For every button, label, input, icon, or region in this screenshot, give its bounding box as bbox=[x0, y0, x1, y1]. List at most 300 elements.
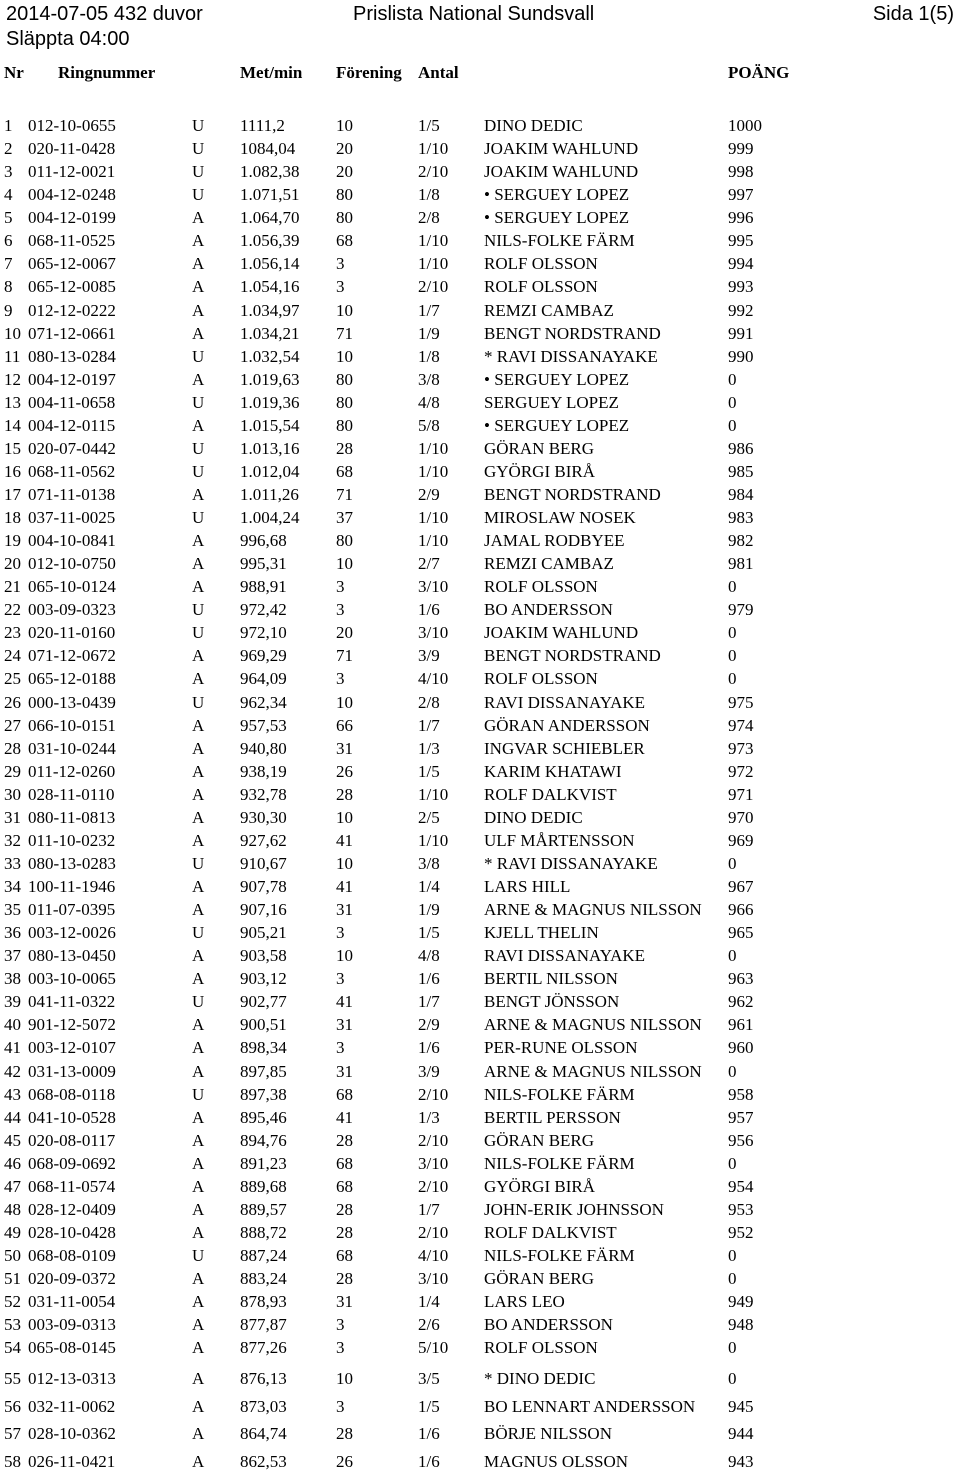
table-row bbox=[0, 644, 960, 667]
antal-value: 2/10 bbox=[418, 1176, 449, 1196]
row-number: 1 bbox=[4, 116, 13, 135]
antal-value: 2/8 bbox=[418, 208, 440, 228]
sex-code: U bbox=[192, 600, 205, 620]
row-number: 30 bbox=[4, 784, 21, 804]
club-number: 80 bbox=[336, 208, 353, 228]
ring-number: 004-11-0658 bbox=[28, 392, 116, 412]
speed-value: 940,80 bbox=[240, 738, 287, 758]
club-number: 28 bbox=[336, 438, 353, 458]
points-value: 0 bbox=[728, 623, 737, 643]
table-row bbox=[0, 391, 960, 414]
speed-value: 1.054,16 bbox=[240, 277, 300, 297]
speed-value: 1.032,54 bbox=[240, 346, 300, 366]
owner-name: MIROSLAW NOSEK bbox=[484, 508, 636, 527]
ring-number: 031-13-0009 bbox=[28, 1061, 116, 1081]
speed-value: 891,23 bbox=[240, 1153, 287, 1173]
row-number: 43 bbox=[4, 1084, 21, 1104]
antal-value: 1/5 bbox=[418, 1396, 440, 1416]
antal-value: 2/9 bbox=[418, 1015, 440, 1035]
table-row bbox=[0, 944, 960, 967]
club-number: 28 bbox=[336, 1130, 353, 1150]
page-title: Prislista National Sundsvall bbox=[353, 3, 595, 25]
speed-value: 930,30 bbox=[240, 807, 287, 827]
points-value: 966 bbox=[728, 900, 754, 919]
speed-value: 1.071,51 bbox=[240, 185, 300, 205]
points-value: 990 bbox=[728, 346, 754, 366]
club-number: 28 bbox=[336, 784, 353, 804]
club-number: 3 bbox=[336, 577, 345, 597]
club-number: 10 bbox=[336, 346, 353, 366]
sex-code: U bbox=[192, 185, 205, 205]
table-row bbox=[0, 1036, 960, 1059]
ring-number: 011-12-0260 bbox=[28, 761, 116, 781]
table-row bbox=[0, 1336, 960, 1359]
club-number: 41 bbox=[336, 877, 353, 896]
club-number: 68 bbox=[336, 461, 353, 481]
club-number: 26 bbox=[336, 761, 353, 781]
ring-number: 071-12-0672 bbox=[28, 646, 116, 666]
row-number: 42 bbox=[4, 1061, 21, 1081]
owner-name: SERGUEY LOPEZ bbox=[484, 392, 619, 412]
ring-number: 068-08-0118 bbox=[28, 1084, 116, 1104]
owner-name: PER-RUNE OLSSON bbox=[484, 1038, 638, 1058]
table-row bbox=[0, 1267, 960, 1290]
points-value: 985 bbox=[728, 461, 754, 481]
speed-value: 995,31 bbox=[240, 554, 287, 574]
speed-value: 905,21 bbox=[240, 923, 287, 943]
owner-name: GÖRAN ANDERSSON bbox=[484, 715, 650, 735]
sex-code: A bbox=[192, 1424, 205, 1444]
club-number: 80 bbox=[336, 415, 353, 435]
owner-name: KJELL THELIN bbox=[484, 923, 599, 943]
antal-value: 4/10 bbox=[418, 1245, 449, 1265]
antal-value: 5/8 bbox=[418, 415, 440, 435]
ring-number: 020-07-0442 bbox=[28, 438, 116, 458]
table-row bbox=[0, 1129, 960, 1152]
points-value: 998 bbox=[728, 162, 754, 182]
antal-value: 1/6 bbox=[418, 1038, 440, 1058]
column-header-ring: Ringnummer bbox=[58, 63, 156, 82]
column-header-speed: Met/min bbox=[240, 63, 303, 82]
sex-code: A bbox=[192, 1130, 205, 1150]
points-value: 958 bbox=[728, 1084, 754, 1104]
table-row bbox=[0, 1367, 960, 1390]
row-number: 31 bbox=[4, 807, 21, 827]
owner-name: ROLF DALKVIST bbox=[484, 1222, 617, 1242]
ring-number: 031-11-0054 bbox=[28, 1292, 116, 1312]
table-row bbox=[0, 829, 960, 852]
row-number: 15 bbox=[4, 438, 21, 458]
club-number: 68 bbox=[336, 1153, 353, 1173]
sex-code: A bbox=[192, 715, 205, 735]
antal-value: 1/7 bbox=[418, 992, 440, 1012]
club-number: 26 bbox=[336, 1452, 353, 1472]
ring-number: 004-12-0197 bbox=[28, 369, 116, 389]
owner-name: MAGNUS OLSSON bbox=[484, 1452, 629, 1472]
row-number: 5 bbox=[4, 208, 13, 228]
club-number: 80 bbox=[336, 369, 353, 389]
table-row bbox=[0, 1221, 960, 1244]
sex-code: A bbox=[192, 1396, 205, 1416]
sex-code: A bbox=[192, 231, 205, 251]
sex-code: A bbox=[192, 1176, 205, 1196]
antal-value: 1/8 bbox=[418, 185, 440, 205]
row-number: 2 bbox=[4, 139, 13, 159]
row-number: 52 bbox=[4, 1292, 21, 1312]
row-number: 38 bbox=[4, 969, 21, 989]
owner-name: GÖRAN BERG bbox=[484, 1130, 595, 1150]
owner-name: BENGT JÖNSSON bbox=[484, 992, 620, 1012]
antal-value: 3/10 bbox=[418, 1269, 449, 1288]
ring-number: 080-13-0284 bbox=[28, 346, 116, 366]
club-number: 3 bbox=[336, 1396, 345, 1416]
owner-name: ARNE & MAGNUS NILSSON bbox=[484, 900, 702, 919]
club-number: 68 bbox=[336, 1245, 353, 1265]
antal-value: 2/9 bbox=[418, 485, 440, 504]
ring-number: 012-12-0222 bbox=[28, 300, 116, 320]
club-number: 3 bbox=[336, 969, 345, 989]
owner-name: ARNE & MAGNUS NILSSON bbox=[484, 1015, 702, 1035]
speed-value: 1084,04 bbox=[240, 139, 296, 159]
speed-value: 1.019,63 bbox=[240, 369, 300, 389]
sex-code: A bbox=[192, 485, 205, 504]
owner-name: • SERGUEY LOPEZ bbox=[484, 208, 630, 228]
club-number: 71 bbox=[336, 485, 353, 504]
speed-value: 988,91 bbox=[240, 577, 287, 597]
sex-code: U bbox=[192, 508, 205, 527]
points-value: 995 bbox=[728, 231, 754, 251]
ring-number: 065-10-0124 bbox=[28, 577, 116, 597]
ring-number: 037-11-0025 bbox=[28, 508, 116, 527]
points-value: 961 bbox=[728, 1015, 754, 1035]
table-row bbox=[0, 990, 960, 1013]
antal-value: 2/6 bbox=[418, 1315, 440, 1335]
table-row bbox=[0, 598, 960, 621]
sex-code: U bbox=[192, 392, 205, 412]
owner-name: ROLF OLSSON bbox=[484, 669, 598, 689]
row-number: 8 bbox=[4, 277, 13, 297]
sex-code: A bbox=[192, 830, 205, 850]
ring-number: 065-08-0145 bbox=[28, 1338, 116, 1358]
points-value: 954 bbox=[728, 1176, 754, 1196]
club-number: 28 bbox=[336, 1269, 353, 1288]
antal-value: 2/10 bbox=[418, 1130, 449, 1150]
antal-value: 1/6 bbox=[418, 1452, 440, 1472]
sex-code: A bbox=[192, 1061, 205, 1081]
club-number: 10 bbox=[336, 807, 353, 827]
club-number: 10 bbox=[336, 692, 353, 712]
sex-code: U bbox=[192, 1084, 205, 1104]
antal-value: 1/9 bbox=[418, 900, 440, 919]
points-value: 0 bbox=[728, 1153, 737, 1173]
sex-code: U bbox=[192, 1245, 205, 1265]
antal-value: 1/3 bbox=[418, 738, 440, 758]
points-value: 991 bbox=[728, 323, 754, 343]
antal-value: 1/10 bbox=[418, 461, 449, 481]
speed-value: 1.019,36 bbox=[240, 392, 300, 412]
antal-value: 1/5 bbox=[418, 761, 440, 781]
club-number: 10 bbox=[336, 853, 353, 873]
row-number: 40 bbox=[4, 1015, 21, 1035]
speed-value: 862,53 bbox=[240, 1452, 287, 1472]
table-row bbox=[0, 160, 960, 183]
owner-name: ROLF OLSSON bbox=[484, 577, 598, 597]
club-number: 68 bbox=[336, 231, 353, 251]
club-number: 20 bbox=[336, 623, 353, 643]
owner-name: * RAVI DISSANAYAKE bbox=[484, 346, 658, 366]
row-number: 10 bbox=[4, 323, 21, 343]
club-number: 28 bbox=[336, 1199, 353, 1219]
owner-name: GYÖRGI BIRÅ bbox=[484, 1176, 595, 1196]
points-value: 979 bbox=[728, 600, 754, 620]
owner-name: • SERGUEY LOPEZ bbox=[484, 185, 630, 205]
antal-value: 3/9 bbox=[418, 646, 440, 666]
row-number: 53 bbox=[4, 1315, 21, 1335]
club-number: 10 bbox=[336, 300, 353, 320]
sex-code: A bbox=[192, 784, 205, 804]
owner-name: BO ANDERSSON bbox=[484, 1315, 613, 1335]
owner-name: • SERGUEY LOPEZ bbox=[484, 369, 630, 389]
antal-value: 1/6 bbox=[418, 969, 440, 989]
sex-code: U bbox=[192, 438, 205, 458]
table-row bbox=[0, 1013, 960, 1036]
table-row bbox=[0, 183, 960, 206]
table-row bbox=[0, 760, 960, 783]
antal-value: 1/10 bbox=[418, 139, 449, 159]
table-row bbox=[0, 1106, 960, 1129]
points-value: 971 bbox=[728, 784, 754, 804]
sex-code: A bbox=[192, 1222, 205, 1242]
speed-value: 1.004,24 bbox=[240, 508, 300, 527]
ring-number: 020-11-0160 bbox=[28, 623, 116, 643]
row-number: 36 bbox=[4, 923, 21, 943]
points-value: 973 bbox=[728, 738, 754, 758]
speed-value: 898,34 bbox=[240, 1038, 287, 1058]
points-value: 945 bbox=[728, 1396, 754, 1416]
speed-value: 883,24 bbox=[240, 1269, 287, 1288]
table-row bbox=[0, 806, 960, 829]
speed-value: 876,13 bbox=[240, 1369, 287, 1388]
points-value: 981 bbox=[728, 554, 754, 574]
sex-code: A bbox=[192, 254, 205, 274]
antal-value: 3/10 bbox=[418, 577, 449, 597]
ring-number: 028-12-0409 bbox=[28, 1199, 116, 1219]
points-value: 960 bbox=[728, 1038, 754, 1058]
antal-value: 1/7 bbox=[418, 715, 440, 735]
row-number: 47 bbox=[4, 1176, 21, 1196]
ring-number: 003-09-0323 bbox=[28, 600, 116, 620]
owner-name: ROLF OLSSON bbox=[484, 254, 598, 274]
owner-name: REMZI CAMBAZ bbox=[484, 554, 614, 574]
ring-number: 071-12-0661 bbox=[28, 323, 116, 343]
sex-code: A bbox=[192, 738, 205, 758]
table-row bbox=[0, 1244, 960, 1267]
ring-number: 011-12-0021 bbox=[28, 162, 116, 182]
table-row bbox=[0, 114, 960, 137]
owner-name: JOAKIM WAHLUND bbox=[484, 162, 639, 182]
ring-number: 020-09-0372 bbox=[28, 1269, 116, 1288]
row-number: 45 bbox=[4, 1130, 21, 1150]
sex-code: A bbox=[192, 946, 205, 966]
owner-name: BO ANDERSSON bbox=[484, 600, 613, 620]
owner-name: BENGT NORDSTRAND bbox=[484, 485, 661, 504]
points-value: 994 bbox=[728, 254, 754, 274]
points-value: 0 bbox=[728, 415, 737, 435]
club-number: 31 bbox=[336, 900, 353, 919]
sex-code: A bbox=[192, 554, 205, 574]
club-number: 41 bbox=[336, 830, 353, 850]
table-row bbox=[0, 1313, 960, 1336]
club-number: 71 bbox=[336, 646, 353, 666]
sex-code: U bbox=[192, 346, 205, 366]
club-number: 3 bbox=[336, 1315, 345, 1335]
antal-value: 3/10 bbox=[418, 1153, 449, 1173]
speed-value: 964,09 bbox=[240, 669, 287, 689]
antal-value: 1/4 bbox=[418, 877, 440, 896]
ring-number: 041-11-0322 bbox=[28, 992, 116, 1012]
sex-code: A bbox=[192, 1153, 205, 1173]
ring-number: 004-12-0248 bbox=[28, 185, 116, 205]
owner-name: GÖRAN BERG bbox=[484, 438, 595, 458]
table-row bbox=[0, 737, 960, 760]
points-value: 0 bbox=[728, 369, 737, 389]
ring-number: 071-11-0138 bbox=[28, 485, 116, 504]
antal-value: 1/3 bbox=[418, 1107, 440, 1127]
row-number: 20 bbox=[4, 554, 21, 574]
speed-value: 878,93 bbox=[240, 1292, 287, 1312]
table-row bbox=[0, 575, 960, 598]
ring-number: 012-10-0750 bbox=[28, 554, 116, 574]
club-number: 80 bbox=[336, 185, 353, 205]
report-date-line: 2014-07-05 432 duvor bbox=[6, 3, 203, 25]
ring-number: 004-12-0199 bbox=[28, 208, 116, 228]
antal-value: 4/10 bbox=[418, 669, 449, 689]
antal-value: 1/6 bbox=[418, 1424, 440, 1444]
table-row bbox=[0, 1083, 960, 1106]
points-value: 957 bbox=[728, 1107, 754, 1127]
ring-number: 066-10-0151 bbox=[28, 715, 116, 735]
sex-code: U bbox=[192, 992, 205, 1012]
points-value: 986 bbox=[728, 438, 754, 458]
ring-number: 068-09-0692 bbox=[28, 1153, 116, 1173]
column-header-nr: Nr bbox=[4, 63, 24, 82]
sex-code: A bbox=[192, 1452, 205, 1472]
row-number: 50 bbox=[4, 1245, 21, 1265]
owner-name: ARNE & MAGNUS NILSSON bbox=[484, 1061, 702, 1081]
points-value: 953 bbox=[728, 1199, 754, 1219]
ring-number: 004-12-0115 bbox=[28, 415, 116, 435]
points-value: 984 bbox=[728, 485, 754, 504]
club-number: 3 bbox=[336, 600, 345, 620]
antal-value: 2/10 bbox=[418, 162, 449, 182]
ring-number: 901-12-5072 bbox=[28, 1015, 116, 1035]
row-number: 37 bbox=[4, 946, 21, 966]
points-value: 974 bbox=[728, 715, 754, 735]
sex-code: A bbox=[192, 369, 205, 389]
antal-value: 1/10 bbox=[418, 508, 449, 527]
antal-value: 1/5 bbox=[418, 923, 440, 943]
speed-value: 877,87 bbox=[240, 1315, 287, 1335]
sex-code: A bbox=[192, 761, 205, 781]
row-number: 51 bbox=[4, 1269, 21, 1288]
speed-value: 1.012,04 bbox=[240, 461, 300, 481]
table-row bbox=[0, 921, 960, 944]
sex-code: A bbox=[192, 1269, 205, 1288]
owner-name: ROLF DALKVIST bbox=[484, 784, 617, 804]
points-value: 972 bbox=[728, 761, 754, 781]
antal-value: 4/8 bbox=[418, 392, 440, 412]
points-value: 943 bbox=[728, 1452, 754, 1472]
ring-number: 003-10-0065 bbox=[28, 969, 116, 989]
row-number: 7 bbox=[4, 254, 13, 274]
row-number: 29 bbox=[4, 761, 21, 781]
speed-value: 996,68 bbox=[240, 531, 287, 551]
table-row bbox=[0, 1450, 960, 1473]
speed-value: 903,12 bbox=[240, 969, 287, 989]
speed-value: 972,42 bbox=[240, 600, 287, 620]
table-row bbox=[0, 1060, 960, 1083]
antal-value: 3/5 bbox=[418, 1369, 440, 1388]
table-row bbox=[0, 460, 960, 483]
owner-name: INGVAR SCHIEBLER bbox=[484, 738, 645, 758]
club-number: 71 bbox=[336, 323, 353, 343]
sex-code: A bbox=[192, 669, 205, 689]
row-number: 12 bbox=[4, 369, 21, 389]
owner-name: LARS HILL bbox=[484, 877, 571, 896]
speed-value: 1.056,39 bbox=[240, 231, 300, 251]
points-value: 982 bbox=[728, 531, 754, 551]
points-value: 992 bbox=[728, 300, 754, 320]
club-number: 3 bbox=[336, 1038, 345, 1058]
points-value: 999 bbox=[728, 139, 754, 159]
club-number: 31 bbox=[336, 1061, 353, 1081]
club-number: 20 bbox=[336, 162, 353, 182]
sex-code: A bbox=[192, 807, 205, 827]
speed-value: 969,29 bbox=[240, 646, 287, 666]
antal-value: 1/10 bbox=[418, 531, 449, 551]
points-value: 956 bbox=[728, 1130, 754, 1150]
sex-code: A bbox=[192, 969, 205, 989]
table-row bbox=[0, 691, 960, 714]
points-value: 975 bbox=[728, 692, 754, 712]
sex-code: A bbox=[192, 577, 205, 597]
table-row bbox=[0, 1198, 960, 1221]
ring-number: 020-08-0117 bbox=[28, 1130, 116, 1150]
row-number: 21 bbox=[4, 577, 21, 597]
points-value: 0 bbox=[728, 946, 737, 966]
table-row bbox=[0, 414, 960, 437]
ring-number: 080-13-0283 bbox=[28, 853, 116, 873]
sex-code: A bbox=[192, 531, 205, 551]
points-value: 0 bbox=[728, 1369, 737, 1388]
sex-code: A bbox=[192, 277, 205, 297]
row-number: 33 bbox=[4, 853, 21, 873]
owner-name: * RAVI DISSANAYAKE bbox=[484, 853, 658, 873]
row-number: 44 bbox=[4, 1107, 21, 1127]
sex-code: A bbox=[192, 1015, 205, 1035]
speed-value: 873,03 bbox=[240, 1396, 287, 1416]
row-number: 26 bbox=[4, 692, 21, 712]
ring-number: 065-12-0188 bbox=[28, 669, 116, 689]
points-value: 963 bbox=[728, 969, 754, 989]
table-row bbox=[0, 252, 960, 275]
antal-value: 1/7 bbox=[418, 300, 440, 320]
table-row bbox=[0, 1175, 960, 1198]
row-number: 4 bbox=[4, 185, 13, 205]
owner-name: DINO DEDIC bbox=[484, 807, 583, 827]
ring-number: 068-11-0574 bbox=[28, 1176, 116, 1196]
owner-name: BÖRJE NILSSON bbox=[484, 1424, 612, 1444]
